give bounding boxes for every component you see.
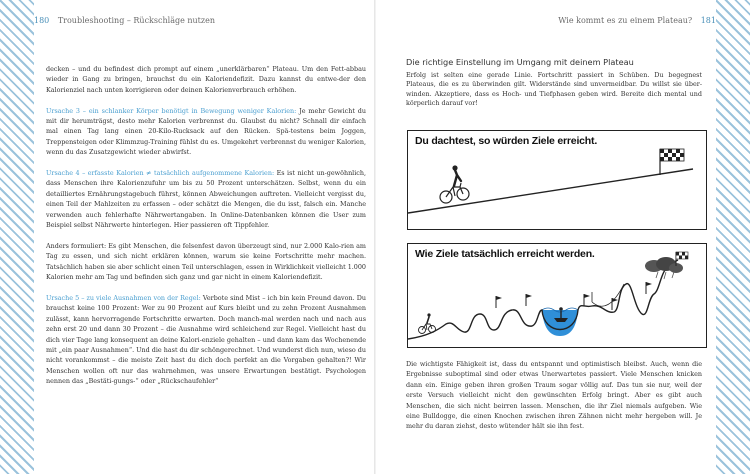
- running-head-title-left: Troubleshooting – Rückschläge nutzen: [57, 16, 215, 25]
- expectation-caption: Du dachtest, so würden Ziele erreicht.: [415, 135, 598, 147]
- paragraph: [46, 168, 366, 230]
- decorative-stripes-left: [0, 0, 34, 474]
- expectation-panel: [407, 130, 707, 230]
- paragraph-text: Je mehr Gewicht du mit dir herumträgst, desto mehr Kalorien verbrennst du. Glaubst du nicht? Schnall dir einfach mal einen Tag lang einen 20-Kilo-Rucksack auf den Rücken. Spä-testens beim Joggen, Treppensteigen oder Klimmzug-Training fühlst du es. Umgekehrt verbrennst du weniger Kalorien, wenn du das Zusatzgewicht wieder abwirfst.: [46, 106, 366, 157]
- running-head-right: [558, 16, 716, 25]
- cause-heading: Ursache 4 – erfasste Kalorien ≠ tatsächlich aufgenommene Kalorien:: [46, 169, 275, 178]
- paragraph-text: Verbote sind Mist – ich bin kein Freund davon. Du brauchst keine 100 Prozent: Wer zu 90 Prozent auf Kurs bleibt und zu zehn Prozent Ausnahmen zulässt, kann hervorragende Fortschritte erwarten. Doch manch-mal werden nach und nach aus zehn erst 20 und dann 30 Prozent – die Ausnahme wird schleichend zur Regel. Vielleicht hast du dich vier Tage lang konsequent an deine Kalori-enziele gehalten – und dann kam das Wochenende mit „ein paar Ausnahmen“. Und die hast du dir schöngerechnet. Und wunderst dich nun, wieso du nicht vorankommst – die meiste Zeit hast du dich doch perfekt an die Vorgaben gehalten?! Wir Menschen wollen oft nur das wahrnehmen, was unsere Erwartungen bestätigt. Psychologen nennen das „Bestäti-gungs-“ oder „Rückschaufehler“: [46, 293, 366, 386]
- reality-panel: [407, 243, 707, 348]
- intro-paragraph: Erfolg ist selten eine gerade Linie. Fortschritt passiert in Schüben. Du begegnest Plateaus, die es zu überwinden gilt. Widerstände sind unvermeidbar. Du willst sie über-winden. Akzeptiere, dass es Hoch- und Tiefphasen geben wird. Bereite dich mental und körperlich darauf vor!: [406, 70, 702, 108]
- right-outro-block: [406, 359, 702, 442]
- cyclist-icon: [440, 165, 469, 203]
- page-number-left: 180: [34, 16, 50, 25]
- small-flag-icon: [646, 282, 652, 294]
- left-page: [34, 0, 374, 474]
- small-flag-icon: [496, 296, 502, 308]
- right-intro-block: [406, 58, 702, 109]
- small-flag-icon: [526, 294, 532, 306]
- paragraph: decken – und du befindest dich prompt auf einem „unerklärbaren“ Plateau. Um den Fett-abbau wieder in Gang zu bringen, brauchst du ein Kaloriendefizit. Dazu kannst du entwe-der den Kalorienziel nach unten korrigieren oder deinen Kalorienverbrauch erhöhen.: [46, 65, 366, 94]
- right-page: [376, 0, 716, 474]
- cause-heading: Ursache 5 – zu viele Ausnahmen von der Regel:: [46, 293, 201, 302]
- decorative-stripes-right: [716, 0, 750, 474]
- rope-bridge: [592, 284, 624, 306]
- paragraph: Die wichtigste Fähigkeit ist, dass du entspannt und optimistisch bleibst. Auch, wenn die Ergebnisse suboptimal sind oder etwas Unerwartetes passiert. Viele Menschen knicken dann ein. Einige geben ihren großen Traum sogar völlig auf. Das tun sie nur, weil der erste Versuch vielleicht nicht den gewünschten Erfolg bringt. Aber es gibt auch Menschen, die sich nicht beirren lassen. Menschen, die ihr Ziel niemals aufgeben. Wie eine Bulldogge, die einen Knochen zwischen ihren Zähnen nicht mehr hergeben will. Je mehr du daran ziehst, desto wütender hält sie ihn fest.: [406, 360, 702, 431]
- page-number-right: 181: [700, 16, 716, 25]
- paragraph: [46, 293, 366, 387]
- straight-path-illustration: [408, 131, 706, 229]
- winding-road-line: [408, 260, 678, 339]
- section-heading: Die richtige Einstellung im Umgang mit deinem Plateau: [406, 57, 634, 67]
- paragraph-text: Es ist nicht un-gewöhnlich, dass Menschen ihre Kalorienzufuhr um bis zu 50 Prozent unterschätzen. Selbst, wenn du ein detailliertes Ernährungstagebuch führst, können Abweichungen auftreten. Vielleicht vergisst du, einen Teil der Mahlzeiten zu erfassen – oder schätzt die Mengen, die du isst, falsch ein. Manche verwenden auch fehlerhafte Nährwertangaben. In Online-Datenbanken können die User zum Beispiel selbst Nährwerte hinterlegen. Hier passieren oft Tippfehler.: [46, 169, 367, 230]
- small-flag-icon: [584, 294, 590, 306]
- cyclist-icon: [419, 313, 436, 333]
- reality-caption: Wie Ziele tatsächlich erreicht werden.: [415, 248, 595, 260]
- running-head-left: [34, 16, 215, 25]
- winding-path-illustration: [408, 244, 706, 347]
- paragraph: Anders formuliert: Es gibt Menschen, die felsenfest davon überzeugt sind, nur 2.000 Kalo-rien am Tag zu essen, und sich nicht erklären können, warum sie keine Fortschritte mehr machen. Tatsächlich haben sie aber schlicht einen Teil unterschlagen, essen in Wirklichkeit vielleicht 1.000 Kalorien mehr am Tag und befinden sich ganz und gar nicht in einem Kaloriendefizit.: [46, 241, 366, 282]
- paragraph: [46, 106, 366, 158]
- cause-heading: Ursache 3 – ein schlanker Körper benötigt in Bewegung weniger Kalorien:: [46, 106, 297, 115]
- running-head-title-right: Wie kommt es zu einem Plateau?: [558, 16, 693, 25]
- left-body-text: [46, 64, 366, 397]
